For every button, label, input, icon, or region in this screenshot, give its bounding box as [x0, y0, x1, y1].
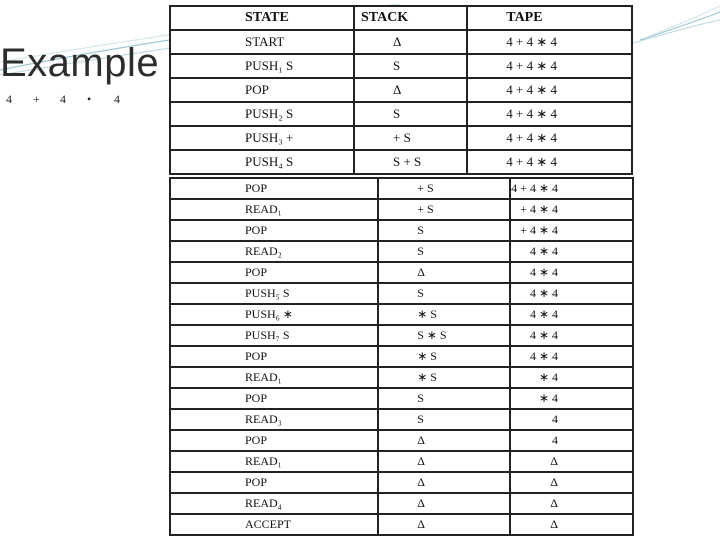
tape-cell: 4: [510, 409, 633, 430]
tape-cell: 4 + 4 ∗ 4: [510, 178, 633, 199]
table-row: [170, 325, 633, 346]
input-token: •: [87, 92, 92, 106]
tape-cell: 4 + 4 ∗ 4: [467, 30, 632, 54]
stack-cell: + S: [354, 126, 467, 150]
stack-cell: S: [378, 220, 510, 241]
tape-cell: 4 ∗ 4: [510, 262, 633, 283]
state-cell: POP: [170, 178, 378, 199]
state-cell: READ₁: [170, 367, 378, 388]
state-cell: READ₂: [170, 241, 378, 262]
state-cell: PUSH₅ S: [170, 283, 378, 304]
input-token: 4: [114, 92, 120, 106]
table-row: [170, 220, 633, 241]
stack-cell: Δ: [378, 451, 510, 472]
tape-cell: Δ: [510, 493, 633, 514]
stack-cell: S: [378, 241, 510, 262]
state-cell: PUSH₄ S: [170, 150, 354, 174]
state-cell: PUSH₂ S: [170, 102, 354, 126]
tape-cell: Δ: [510, 472, 633, 493]
state-cell: READ₃: [170, 409, 378, 430]
table-row: [170, 283, 633, 304]
table-row: [170, 30, 632, 54]
tape-cell: 4 ∗ 4: [510, 346, 633, 367]
stack-cell: S: [354, 102, 467, 126]
header-stack: STACK: [354, 6, 467, 30]
table-row: [170, 241, 633, 262]
table-header-row: [170, 6, 632, 30]
table-row: [170, 102, 632, 126]
stack-cell: ∗ S: [378, 304, 510, 325]
header-tape: TAPE: [467, 6, 632, 30]
slide-title: Example: [0, 41, 160, 85]
table-row: [170, 78, 632, 102]
table-row: [170, 262, 633, 283]
stack-cell: S: [378, 283, 510, 304]
state-cell: READ₄: [170, 493, 378, 514]
stack-cell: Δ: [354, 30, 467, 54]
table-row: [170, 346, 633, 367]
table-row: [170, 472, 633, 493]
stack-cell: Δ: [378, 430, 510, 451]
tape-cell: ∗ 4: [510, 388, 633, 409]
tape-cell: Δ: [510, 451, 633, 472]
stack-cell: Δ: [378, 262, 510, 283]
stack-cell: S ∗ S: [378, 325, 510, 346]
table-row: [170, 430, 633, 451]
stack-cell: S + S: [354, 150, 467, 174]
input-token: 4: [60, 92, 66, 106]
table-row: [170, 199, 633, 220]
tape-cell: + 4 ∗ 4: [510, 220, 633, 241]
input-token: 4: [6, 92, 12, 106]
state-cell: POP: [170, 220, 378, 241]
stack-cell: + S: [378, 178, 510, 199]
state-cell: START: [170, 30, 354, 54]
state-cell: PUSH₁ S: [170, 54, 354, 78]
table-row: [170, 150, 632, 174]
state-cell: POP: [170, 388, 378, 409]
table-row: [170, 514, 633, 535]
stack-cell: S: [354, 54, 467, 78]
state-cell: POP: [170, 346, 378, 367]
tape-cell: 4 ∗ 4: [510, 241, 633, 262]
state-cell: POP: [170, 430, 378, 451]
tape-cell: ∗ 4: [510, 367, 633, 388]
table-row: [170, 304, 633, 325]
table-row: [170, 493, 633, 514]
table-row: [170, 54, 632, 78]
state-cell: PUSH₆ ∗: [170, 304, 378, 325]
stack-cell: Δ: [378, 514, 510, 535]
tape-cell: 4 + 4 ∗ 4: [467, 102, 632, 126]
stack-cell: Δ: [354, 78, 467, 102]
tape-cell: 4 + 4 ∗ 4: [467, 126, 632, 150]
table-row: [170, 409, 633, 430]
tape-cell: 4 + 4 ∗ 4: [467, 78, 632, 102]
tape-cell: 4 + 4 ∗ 4: [467, 150, 632, 174]
tape-cell: 4 ∗ 4: [510, 304, 633, 325]
state-cell: POP: [170, 262, 378, 283]
input-string: [6, 92, 141, 107]
tape-cell: 4 + 4 ∗ 4: [467, 54, 632, 78]
state-cell: ACCEPT: [170, 514, 378, 535]
table-row: [170, 367, 633, 388]
tape-cell: + 4 ∗ 4: [510, 199, 633, 220]
table-row: [170, 126, 632, 150]
table-row: [170, 451, 633, 472]
trace-table-top: [169, 5, 633, 175]
table-row: [170, 178, 633, 199]
tape-cell: 4: [510, 430, 633, 451]
stack-cell: Δ: [378, 493, 510, 514]
stack-cell: S: [378, 409, 510, 430]
header-state: STATE: [170, 6, 354, 30]
tape-cell: 4 ∗ 4: [510, 283, 633, 304]
state-cell: READ₁: [170, 451, 378, 472]
stack-cell: ∗ S: [378, 367, 510, 388]
stack-cell: S: [378, 388, 510, 409]
state-cell: POP: [170, 472, 378, 493]
state-cell: PUSH₃ +: [170, 126, 354, 150]
tape-cell: 4 ∗ 4: [510, 325, 633, 346]
stack-cell: ∗ S: [378, 346, 510, 367]
input-token: +: [33, 92, 40, 106]
state-cell: PUSH₇ S: [170, 325, 378, 346]
trace-table-bottom: [169, 177, 634, 536]
stack-cell: Δ: [378, 472, 510, 493]
stack-cell: + S: [378, 199, 510, 220]
state-cell: READ₁: [170, 199, 378, 220]
table-row: [170, 388, 633, 409]
state-cell: POP: [170, 78, 354, 102]
tape-cell: Δ: [510, 514, 633, 535]
